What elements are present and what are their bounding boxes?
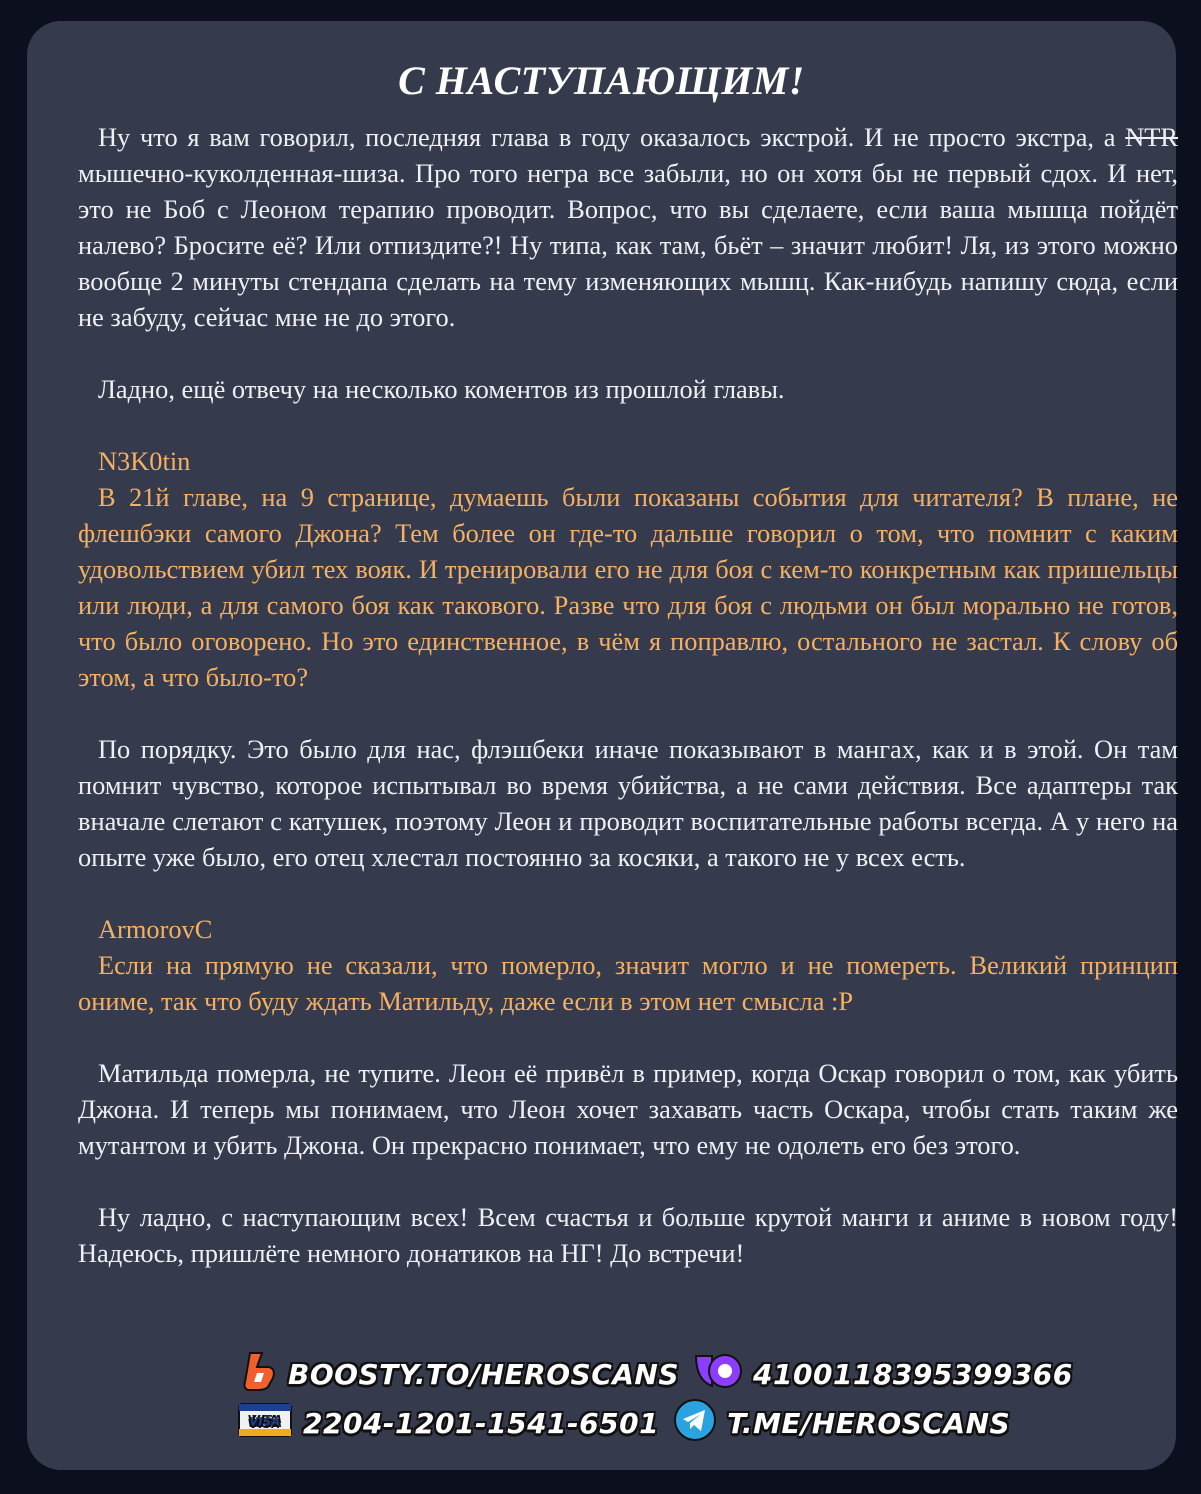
footer-row-2 (237, 1400, 1024, 1446)
card-label: 2204-1201-1541-6501 (303, 1406, 660, 1440)
body-text (78, 119, 1178, 1271)
paragraph-comments-intro: Ладно, ещё отвечу на несколько коментов из прошлой главы. (98, 374, 785, 404)
telegram-icon (673, 1398, 717, 1449)
reply-1: По порядку. Это было для нас, флэшбеки иначе показывают в мангах, как и в этой. Он там помнит чувство, которое испытывал во время убийства, а не сами действия. Все адаптеры так вначале слетают с катушек, поэтому Леон и проводит воспитательные работы всегда. А у него на опыте уже было, его отец хлестал постоянно за косяки, а такого не у всех есть. (78, 734, 1178, 872)
visa-card-icon (237, 1402, 293, 1445)
paragraph-intro: Ну что я вам говорил, последняя глава в году оказалось экстрой. И не просто экстра, а NTR мышечно-куколденная-шиза. Про того негра все забыли, но он хотя бы не первый сдох. И нет, это не Боб с Леоном терапию проводит. Вопрос, что вы сделаете, если ваша мышца пойдёт налево? Бросите её? Или отпиздите?! Ну типа, как там, бьёт – значит любит! Ля, из этого можно вообще 2 минуты стендапа сделать на тему изменяющих мышц. Как-нибудь напишу сюда, если не забуду, сейчас мне не до этого. (78, 122, 1178, 332)
yoomoney-label: 4100118395399366 (753, 1357, 1073, 1391)
comment-quote-2: Если на прямую не сказали, что померло, значит могло и не помереть. Великий принцип ониме, так что буду ждать Матильду, даже если в этом нет смысла :P (78, 950, 1178, 1016)
strikethrough-ntr: NTR (1125, 122, 1178, 152)
visa-text: VISA (249, 1414, 281, 1428)
announcement-card (27, 21, 1176, 1470)
boosty-icon (242, 1351, 278, 1398)
telegram-label: T.ME/HEROSCANS (727, 1406, 1011, 1440)
donation-footer (0, 1352, 1201, 1462)
closing-paragraph: Ну ладно, с наступающим всех! Всем счастья и больше крутой манги и аниме в новом году! Надеюсь, пришлёте немного донатиков на НГ! До встречи! (78, 1202, 1178, 1268)
page-title: С НАСТУПАЮЩИМ! (398, 58, 805, 103)
yoomoney-number[interactable] (693, 1352, 1073, 1397)
comment-author-2: ArmorovC (98, 914, 213, 944)
boosty-link[interactable] (242, 1351, 679, 1398)
comment-quote-1: В 21й главе, на 9 странице, думаешь были показаны события для читателя? В плане, не флешбэки самого Джона? Тем более он где-то дальше говорил о том, что помнит с каким удовольствием убил тех вояк. И тренировали его не для боя с кем-то конкретным как пришельцы или люди, а для самого боя как такового. Разве что для боя с людьми он был морально не готов, что было оговорено. Но это единственное, в чём я поправлю, остального не застал. К слову об этом, а что было-то? (78, 482, 1178, 692)
yoomoney-icon (693, 1352, 743, 1397)
telegram-link[interactable] (673, 1398, 1010, 1449)
boosty-label: BOOSTY.TO/HEROSCANS (288, 1357, 680, 1391)
footer-row-1 (242, 1352, 1087, 1396)
reply-2: Матильда померла, не тупите. Леон её привёл в пример, когда Оскар говорил о том, как убить Джона. И теперь мы понимаем, что Леон хочет захавать часть Оскара, чтобы стать таким же мутантом и убить Джона. Он прекрасно понимает, что ему не одолеть его без этого. (78, 1058, 1178, 1160)
card-number[interactable] (237, 1402, 659, 1445)
comment-author-1: N3K0tin (98, 446, 191, 476)
